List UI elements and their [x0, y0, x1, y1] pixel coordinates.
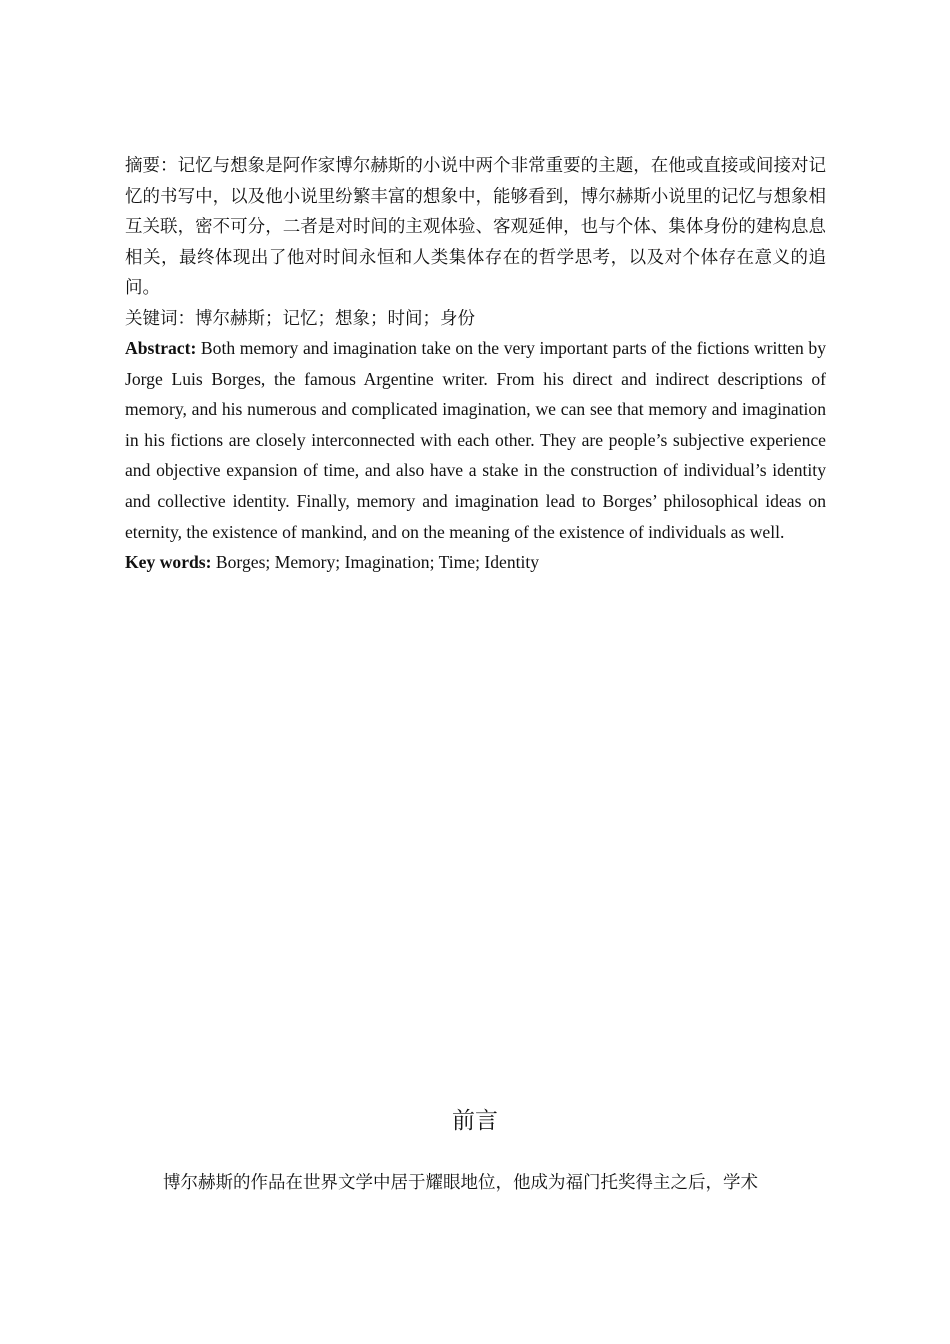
english-keywords-text: Borges; Memory; Imagination; Time; Identity — [211, 552, 540, 573]
chinese-keywords-label: 关键词： — [125, 307, 195, 328]
english-keywords-label: Key words: — [125, 552, 212, 573]
english-abstract-label: Abstract: — [125, 338, 197, 358]
chinese-abstract-label: 摘要： — [125, 155, 178, 175]
abstract-section — [125, 150, 826, 578]
english-keywords — [125, 547, 826, 578]
chinese-abstract-text: 记忆与想象是阿作家博尔赫斯的小说中两个非常重要的主题，在他或直接或间接对记忆的书写中，以及他小说里纷繁丰富的想象中，能够看到，博尔赫斯小说里的记忆与想象相互关联，密不可分，二者是对时间的主观体验、客观延伸，也与个体、集体身份的建构息息相关，最终体现出了他对时间永恒和人类集体存在的哲学思考，以及对个体存在意义的追问。 — [125, 155, 826, 297]
chinese-abstract — [125, 150, 826, 303]
preface-heading: 前言 — [452, 1108, 498, 1133]
preface-first-paragraph: 博尔赫斯的作品在世界文学中居于耀眼地位，他成为福门托奖得主之后，学术 — [163, 1172, 758, 1192]
chinese-keywords-text: 博尔赫斯；记忆；想象；时间；身份 — [195, 307, 475, 328]
english-abstract — [125, 333, 826, 547]
chinese-keywords — [125, 303, 826, 334]
english-abstract-text: Both memory and imagination take on the very important parts of the fictions written by Jorge Luis Borges, the famous Argentine writer. From his direct and indirect descriptions of memory, and his numerous and complicated imagination, we can see that memory and imagination in his fictions are closely interconnected with each other. They are people’s subjective experience and objective expansion of time, and also have a stake in the construction of individual’s identity and collective identity. Finally, memory and imagination lead to Borges’ philosophical ideas on eternity, the existence of mankind, and on the meaning of the existence of individuals as well. — [125, 338, 826, 542]
